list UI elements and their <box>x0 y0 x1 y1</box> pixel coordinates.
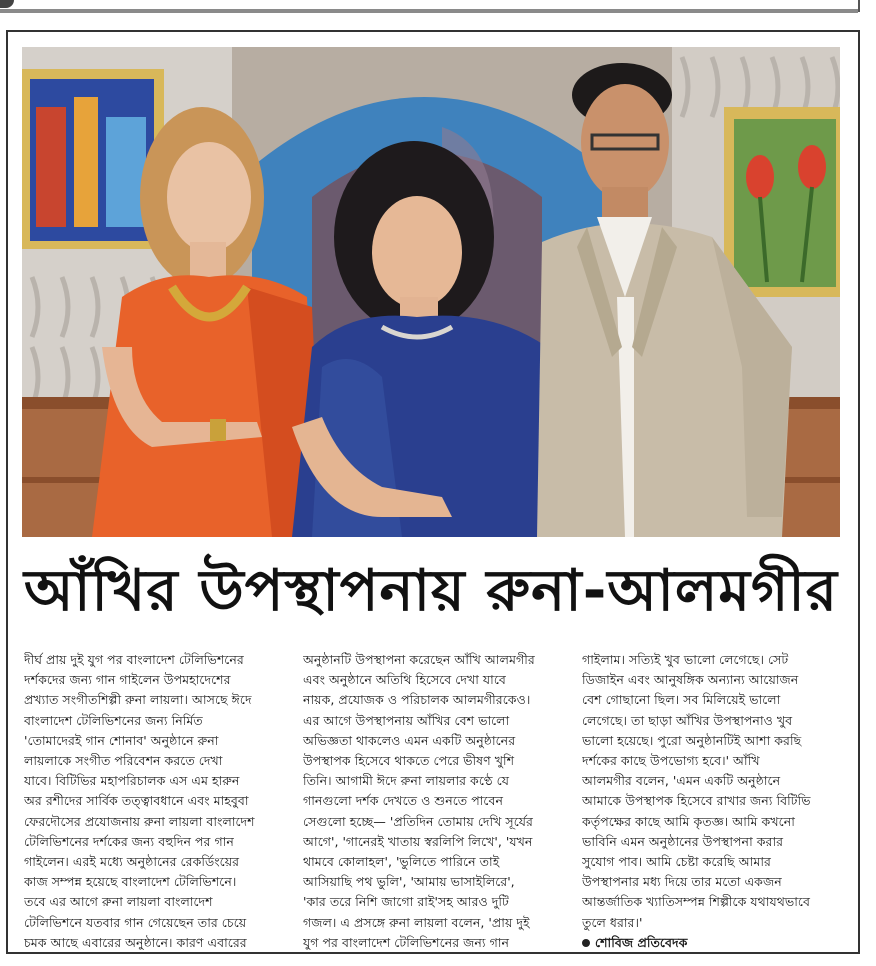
text-line: দর্শকদের জন্য গান গাইলেন উপমহাদেশের <box>24 672 231 688</box>
text-line: তুলে ধরার।' <box>582 914 643 930</box>
text-line: গাইলাম। সত্যিই খুব ভালো লেগেছে। সেট <box>582 652 789 667</box>
header-edge-mark <box>858 0 860 12</box>
text-line: কর্তৃপক্ষের কাছে আমি কৃতজ্ঞ। আমি কখনো <box>582 813 795 829</box>
top-rule-bar <box>0 0 876 16</box>
text-line: সেগুলো হচ্ছে— 'প্রতিদিন তোমায় দেখি সূর্যের <box>303 813 533 829</box>
text-line: ভালো হয়েছে। পুরো অনুষ্ঠানটিই আশা করছি <box>582 732 802 748</box>
byline <box>582 933 844 950</box>
text-line: লায়লাকে সংগীত পরিবেশন করতে দেখা <box>24 753 223 769</box>
text-line: অভিজ্ঞতা থাকলেও এমন একটি অনুষ্ঠানের <box>303 732 516 748</box>
text-line: থামবে কোলাহল', 'ভুলিতে পারিনে তাই <box>303 854 500 870</box>
text-line: গানগুলো দর্শক দেখতে ও শুনতে পাবেন <box>303 793 504 809</box>
article-column-2 <box>303 650 569 950</box>
byline-text: শোবিজ প্রতিবেদক <box>595 934 688 950</box>
text-line: সুযোগ পাব। আমি চেষ্টা করেছি আমার <box>582 854 771 870</box>
article-photo <box>22 47 840 537</box>
text-line: নায়ক, প্রযোজক ও পরিচালক আলমগীরকেও। <box>303 692 531 708</box>
text-line: লেগেছে। তা ছাড়া আঁখির উপস্থাপনাও খুব <box>582 712 793 728</box>
text-line: 'তোমাদেরই গান শোনাব' অনুষ্ঠানে রুনা <box>24 732 219 748</box>
text-line: ফেরদৌসের প্রযোজনায় রুনা লায়লা বাংলাদেশ <box>24 813 255 829</box>
text-line: টেলিভিশনে যতবার গান গেয়েছেন তার চেয়ে <box>24 914 247 930</box>
text-line: বাংলাদেশ টেলিভিশনের জন্য নির্মিত <box>24 712 203 728</box>
text-line: দর্শকের কাছে উপভোগ্য হবে।' আঁখি <box>582 753 760 769</box>
text-line: টেলিভিশনের দর্শকের জন্য বহুদিন পর গান <box>24 833 234 849</box>
text-line: যাবে। বিটিভির মহাপরিচালক এস এম হারুন <box>24 773 240 789</box>
text-line: এর আগে উপস্থাপনায় আঁখির বেশ ভালো <box>303 712 510 728</box>
text-line: ডিজাইন এবং আনুষঙ্গিক অন্যান্য আয়োজন <box>582 672 799 688</box>
text-line: তবে এর আগে রুনা লায়লা বাংলাদেশ <box>24 894 213 910</box>
text-line: 'কার তরে নিশি জাগো রাই'সহ আরও দুটি <box>303 894 509 910</box>
page-corner-mark <box>0 0 14 8</box>
text-line: যুগ পর বাংলাদেশ টেলিভিশনের জন্য গান <box>303 934 510 950</box>
photo-illustration <box>22 47 840 537</box>
header-rule <box>0 9 858 13</box>
article-column-1 <box>24 650 286 950</box>
text-line: চমক আছে এবারের অনুষ্ঠানে। কারণ এবারের <box>24 934 247 950</box>
text-line: উপস্থাপনার মধ্য দিয়ে তার মতো একজন <box>582 874 782 890</box>
text-line: বেশ গোছানো ছিল। সব মিলিয়েই ভালো <box>582 692 781 708</box>
headline: আঁখির উপস্থাপনায় রুনা-আলমগীর <box>23 558 838 624</box>
right-painting <box>734 119 836 287</box>
bullet-icon <box>582 939 590 947</box>
text-line: অর রশীদের সার্বিক তত্ত্বাবধানে এবং মাহবুবা <box>24 793 249 809</box>
text-line: আসিয়াছি পথ ভুলি', 'আমায় ভাসাইলিরে', <box>303 874 515 890</box>
text-line: আমাকে উপস্থাপক হিসেবে রাখার জন্য বিটিভি <box>582 793 811 809</box>
text-line: উপস্থাপক হিসেবে থাকতে পেরে ভীষণ খুশি <box>303 753 515 769</box>
text-line: গজল। এ প্রসঙ্গে রুনা লায়লা বলেন, 'প্রায় দুই <box>303 914 530 930</box>
text-line: আলমগীর বলেন, 'এমন একটি অনুষ্ঠানে <box>582 773 781 789</box>
text-line: আগে', 'গানেরই খাতায় স্বরলিপি লিখে', 'যখন <box>303 833 533 849</box>
text-line: অনুষ্ঠানটি উপস্থাপনা করেছেন আঁখি আলমগীর <box>303 652 535 667</box>
text-line: কাজ সম্পন্ন হয়েছে বাংলাদেশ টেলিভিশনে। <box>24 874 237 890</box>
text-line: প্রখ্যাত সংগীতশিল্পী রুনা লায়লা। আসছে ঈদে <box>24 692 252 708</box>
text-line: গাইলেন। এরই মধ্যে অনুষ্ঠানের রেকর্ডিংয়ের <box>24 854 240 870</box>
text-line: ভাবিনি এমন অনুষ্ঠানের উপস্থাপনা করার <box>582 833 784 849</box>
text-line: তিনি। আগামী ঈদে রুনা লায়লার কণ্ঠে যে <box>303 773 509 789</box>
text-line: এবং অনুষ্ঠানে অতিথি হিসেবে দেখা যাবে <box>303 672 506 688</box>
article-column-3 <box>582 650 844 950</box>
text-line: দীর্ঘ প্রায় দুই যুগ পর বাংলাদেশ টেলিভিশনের <box>24 652 244 667</box>
text-line: আন্তর্জাতিক খ্যাতিসম্পন্ন শিল্পীকে যথাযথভাবে <box>582 894 810 910</box>
